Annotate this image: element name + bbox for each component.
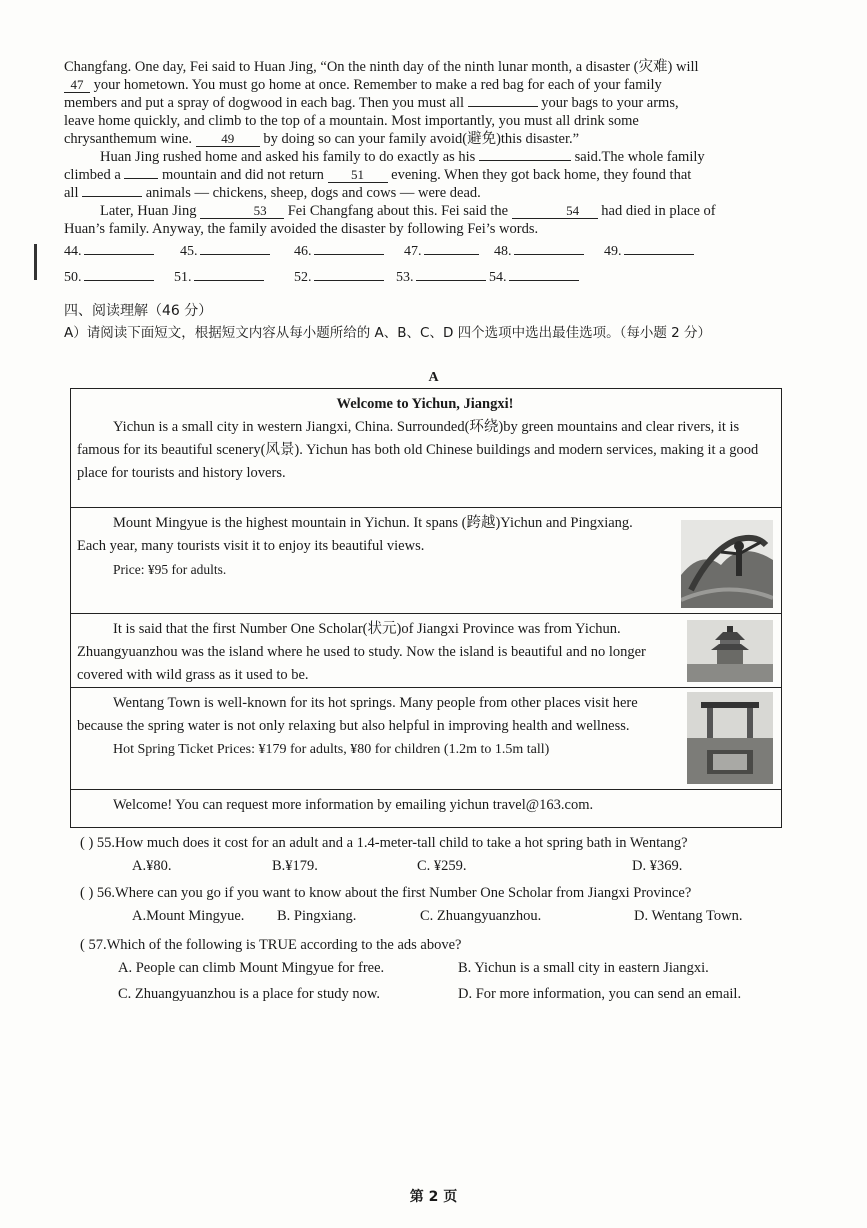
option-55-c[interactable]: C. ¥259. [417, 858, 467, 874]
cloze-line-2: 47 your hometown. You must go home at once. Remember to make a red bag for each of your family [64, 76, 784, 94]
blank-49: 49 [196, 132, 260, 147]
passage-letter: A [428, 370, 439, 385]
option-57-d[interactable]: D. For more information, you can send an email. [458, 986, 742, 1002]
answer-blank-46[interactable]: 46. [294, 244, 384, 260]
answer-blank-45[interactable]: 45. [180, 244, 270, 260]
answer-blank-48[interactable]: 48. [494, 244, 584, 260]
cloze-line-4: leave home quickly, and climb to the top of a mountain. Most importantly, you must all drink some [64, 113, 639, 129]
cloze-line-7: climbed a mountain and did not return 51 evening. When they got back home, they found that [64, 167, 692, 183]
ad-title: Welcome to Yichun, Jiangxi! [336, 396, 514, 412]
ad-contact-section [71, 789, 781, 829]
wentang-text: Wentang Town is well-known for its hot springs. Many people from other places visit here because the spring water is not only relaxing but also helpful in improving health and wellness. [77, 695, 638, 734]
question-55-options [132, 858, 832, 880]
mingyue-photo [681, 520, 773, 608]
scholar-text: It is said that the first Number One Scholar(状元)of Jiangxi Province was from Yichun. Zhuangyuanzhou was the island where he used to study. Now the island is beautiful and no longer covered with wild grass as it used to be. [77, 621, 646, 683]
pavilion-photo [687, 620, 773, 682]
cloze-line-5: chrysanthemum wine. 49 by doing so can your family avoid(避免)this disaster.” [64, 131, 580, 147]
question-57 [80, 934, 825, 956]
cloze-line-6: Huan Jing rushed home and asked his family to do exactly as his said.The whole family [100, 149, 705, 165]
margin-mark [34, 244, 37, 280]
cloze-line-8: all animals — chickens, sheep, dogs and cows — were dead. [64, 185, 481, 201]
mingyue-text: Mount Mingyue is the highest mountain in Yichun. It spans (跨越)Yichun and Pingxiang. Each year, many tourists visit it to enjoy its beautiful views. [77, 515, 633, 554]
page-number: 第 2 页 [409, 1189, 458, 1205]
answer-blank-52[interactable]: 52. [294, 270, 384, 286]
answer-blank-54[interactable]: 54. [489, 270, 579, 286]
answer-blank-51[interactable]: 51. [174, 270, 264, 286]
option-56-d[interactable]: D. Wentang Town. [634, 908, 743, 924]
blank-52 [82, 196, 142, 197]
option-55-b[interactable]: B.¥179. [272, 858, 318, 874]
cloze-line-3: members and put a spray of dogwood in each bag. Then you must all your bags to your arms, [64, 95, 679, 111]
option-57-c[interactable]: C. Zhuangyuanzhou is a place for study now. [118, 986, 381, 1002]
answer-blank-44[interactable]: 44. [64, 244, 154, 260]
option-55-d[interactable]: D. ¥369. [632, 858, 683, 874]
answer-blank-53[interactable]: 53. [396, 270, 486, 286]
option-57-b[interactable]: B. Yichun is a small city in eastern Jiangxi. [458, 960, 709, 976]
blank-51: 51 [328, 168, 388, 183]
answer-blank-50[interactable]: 50. [64, 270, 154, 286]
answer-row-1 [64, 244, 784, 264]
mingyue-price: Price: ¥95 for adults. [113, 562, 227, 577]
cloze-passage [64, 58, 784, 238]
question-56-options [132, 908, 832, 930]
answer-blank-47[interactable]: 47. [404, 244, 479, 260]
option-56-c[interactable]: C. Zhuangyuanzhou. [420, 908, 542, 924]
question-55 [80, 832, 825, 854]
question-55-stem: ( ) 55.How much does it cost for an adult and a 1.4-meter-tall child to take a hot spring bath in Wentang? [80, 835, 688, 851]
blank-48 [468, 106, 538, 107]
section-instruction: A）请阅读下面短文，根据短文内容从每小题所给的 A、B、C、D 四个选项中选出最佳选项。（每小题 2 分） [64, 325, 712, 341]
ad-mingyue-section [71, 507, 781, 613]
option-55-a[interactable]: A.¥80. [132, 858, 172, 874]
hot-spring-photo [687, 692, 773, 784]
blank-50 [479, 160, 571, 161]
option-56-a[interactable]: A.Mount Mingyue. [132, 908, 245, 924]
contact-text: Welcome! You can request more information by emailing yichun travel@163.com. [113, 797, 594, 813]
question-57-stem: ( 57.Which of the following is TRUE according to the ads above? [80, 937, 462, 953]
question-57-options [118, 960, 828, 1010]
cloze-line-10: Huan’s family. Anyway, the family avoided the disaster by following Fei’s words. [64, 221, 539, 237]
question-56 [80, 882, 825, 904]
blank-unmarked [124, 178, 158, 179]
question-56-stem: ( ) 56.Where can you go if you want to know about the first Number One Scholar from Jiangxi Province? [80, 885, 692, 901]
ad-scholar-section [71, 613, 781, 687]
ad-wentang-section [71, 687, 781, 789]
wentang-price: Hot Spring Ticket Prices: ¥179 for adults, ¥80 for children (1.2m to 1.5m tall) [113, 742, 550, 757]
blank-54: 54 [512, 204, 598, 219]
option-56-b[interactable]: B. Pingxiang. [277, 908, 357, 924]
answer-blank-49[interactable]: 49. [604, 244, 694, 260]
ad-intro-text: Yichun is a small city in western Jiangxi, China. Surrounded(环绕)by green mountains and clear rivers, it is famous for its beautiful scenery(风景). Yichun has both old Chinese buildings and modern services, making it a good place for tourists and history lovers. [77, 419, 759, 481]
option-57-a[interactable]: A. People can climb Mount Mingyue for free. [118, 960, 385, 976]
blank-53: 53 [200, 204, 284, 219]
section-heading: 四、阅读理解（46 分） [64, 303, 213, 319]
blank-47: 47 [64, 78, 90, 93]
ad-box [70, 388, 782, 828]
answer-row-2 [64, 270, 784, 290]
cloze-line-1: Changfang. One day, Fei said to Huan Jing, “On the ninth day of the ninth lunar month, a disaster (灾难) will [64, 59, 699, 75]
cloze-line-9: Later, Huan Jing 53 Fei Changfang about this. Fei said the 54 had died in place of [100, 203, 716, 219]
ad-intro-section [71, 389, 781, 507]
